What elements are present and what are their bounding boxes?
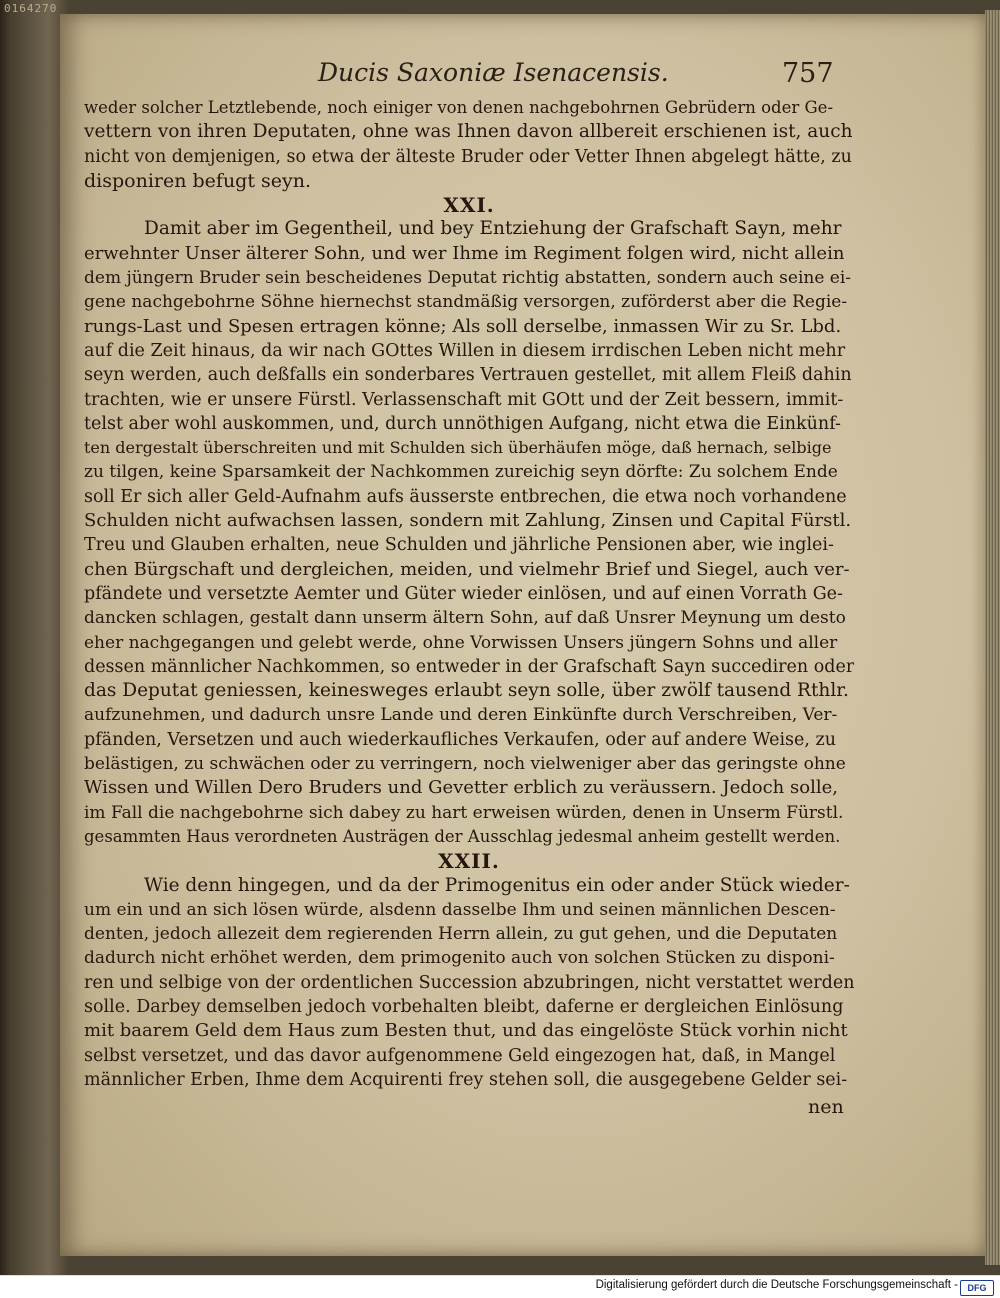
- text-line: im Fall die nachgebohrne sich dabey zu hart erweisen würden, denen in Unserm Fürstl.: [84, 802, 844, 823]
- text-line: männlicher Erben, Ihme dem Acquirenti frey stehen soll, die ausgegebene Gelder sei-: [84, 1069, 848, 1090]
- running-title: Ducis Saxoniæ Isenacensis.: [318, 58, 669, 87]
- catchword: nen: [808, 1096, 844, 1118]
- text-line: Damit aber im Gegentheil, und bey Entziehung der Grafschaft Sayn, mehr: [144, 218, 842, 240]
- text-line: dessen männlicher Nachkommen, so entweder in der Grafschaft Sayn succediren oder: [84, 656, 854, 677]
- section-heading: XXII.: [438, 849, 500, 874]
- text-line: rungs-Last und Spesen ertragen könne; Als soll derselbe, inmassen Wir zu Sr. Lbd.: [84, 315, 842, 337]
- text-line: auf die Zeit hinaus, da wir nach GOttes Willen in diesem irrdischen Leben nicht mehr: [84, 340, 846, 361]
- text-line: denten, jedoch allezeit dem regierenden Herrn allein, zu gut gehen, und die Deputaten: [84, 924, 838, 945]
- text-line: dem jüngern Bruder sein bescheidenes Deputat richtig abstatten, sondern auch seine ei-: [84, 268, 852, 289]
- section-heading: XXI.: [443, 193, 495, 218]
- text-line: solle. Darbey demselben jedoch vorbehalten bleibt, daferne er dergleichen Einlösung: [84, 996, 844, 1017]
- text-line: trachten, wie er unsere Fürstl. Verlassenschaft mit GOtt und der Zeit bessern, immit-: [84, 389, 844, 410]
- funding-notice: Digitalisierung gefördert durch die Deutsche Forschungsgemeinschaft -: [595, 1279, 958, 1291]
- text-line: belästigen, zu schwächen oder zu verringern, noch vielweniger aber das geringste ohne: [84, 754, 846, 775]
- text-line: erwehnter Unser älterer Sohn, und wer Ihme im Regiment folgen wird, nicht allein: [84, 242, 845, 264]
- text-line: dadurch nicht erhöhet werden, dem primogenito auch von solchen Stücken zu disponi-: [84, 948, 835, 969]
- footer-bar: [0, 1275, 1000, 1298]
- text-line: weder solcher Letztlebende, noch einiger von denen nachgebohrnen Gebrüdern oder Ge-: [84, 98, 834, 117]
- text-line: nicht von demjenigen, so etwa der älteste Bruder oder Vetter Ihnen abgelegt hätte, zu: [84, 146, 852, 167]
- text-line: Treu und Glauben erhalten, neue Schulden und jährliche Pensionen aber, wie inglei-: [84, 535, 834, 556]
- text-line: selbst versetzet, und das davor aufgenommene Geld eingezogen hat, daß, in Mangel: [84, 1045, 836, 1066]
- page-stack-edge: [985, 10, 1000, 1265]
- text-line: um ein und an sich lösen würde, alsdenn dasselbe Ihm und seinen männlichen Descen-: [84, 899, 836, 920]
- text-line: zu tilgen, keine Sparsamkeit der Nachkommen zureichig seyn dörfte: Zu solchem Ende: [84, 462, 838, 483]
- text-line: aufzunehmen, und dadurch unsre Lande und deren Einkünfte durch Verschreiben, Ver-: [84, 705, 838, 726]
- text-line: gene nachgebohrne Söhne hiernechst standmäßig versorgen, zuförderst aber die Regie-: [84, 292, 848, 313]
- text-line: gesammten Haus verordneten Austrägen der Ausschlag jedesmal anheim gestellt werden.: [84, 826, 841, 846]
- text-line: pfändete und versetzte Aemter und Güter wieder einlösen, und auf einen Vorrath Ge-: [84, 583, 843, 604]
- text-line: seyn werden, auch deßfalls ein sonderbares Vertrauen gestellet, mit allem Fleiß dahin: [84, 365, 852, 386]
- shelfmark-fragment: 0164270: [4, 2, 58, 15]
- cover-edge: [0, 0, 12, 1275]
- page-number: 757: [782, 58, 834, 89]
- text-line: vettern von ihren Deputaten, ohne was Ihnen davon allbereit erschienen ist, auch: [84, 121, 853, 143]
- body-text: [84, 96, 854, 1092]
- text-line: pfänden, Versetzen und auch wiederkaufliches Verkaufen, oder auf andere Weise, zu: [84, 729, 836, 750]
- text-line: ren und selbige von der ordentlichen Succession abzubringen, nicht verstattet werden: [84, 972, 854, 993]
- text-line: eher nachgegangen und gelebt werde, ohne Vorwissen Unsers jüngern Sohns und aller: [84, 632, 838, 653]
- text-line: das Deputat geniessen, keinesweges erlaubt seyn solle, über zwölf tausend Rthlr.: [84, 680, 849, 702]
- text-line: Wie denn hingegen, und da der Primogenitus ein oder ander Stück wieder-: [144, 874, 850, 896]
- text-line: mit baarem Geld dem Haus zum Besten thut, und das eingelöste Stück vorhin nicht: [84, 1020, 848, 1042]
- text-line: ten dergestalt überschreiten und mit Schulden sich überhäufen möge, daß hernach, selbige: [84, 438, 832, 458]
- text-line: disponiren befugt seyn.: [84, 169, 312, 192]
- text-line: telst aber wohl auskommen, und, durch unnöthigen Aufgang, nicht etwa die Einkünf-: [84, 413, 841, 434]
- text-line: Wissen und Willen Dero Bruders und Gevetter erblich zu veräussern. Jedoch solle,: [84, 777, 838, 799]
- text-line: chen Bürgschaft und dergleichen, meiden, und vielmehr Brief und Siegel, auch ver-: [84, 558, 850, 580]
- text-line: dancken schlagen, gestalt dann unserm ältern Sohn, auf daß Unsrer Meynung um desto: [84, 608, 846, 629]
- dfg-logo: DFG: [960, 1280, 994, 1296]
- text-line: Schulden nicht aufwachsen lassen, sondern mit Zahlung, Zinsen und Capital Fürstl.: [84, 510, 852, 532]
- running-head: [0, 58, 1000, 98]
- text-line: soll Er sich aller Geld-Aufnahm aufs äusserste entbrechen, die etwa noch vorhandene: [84, 486, 847, 507]
